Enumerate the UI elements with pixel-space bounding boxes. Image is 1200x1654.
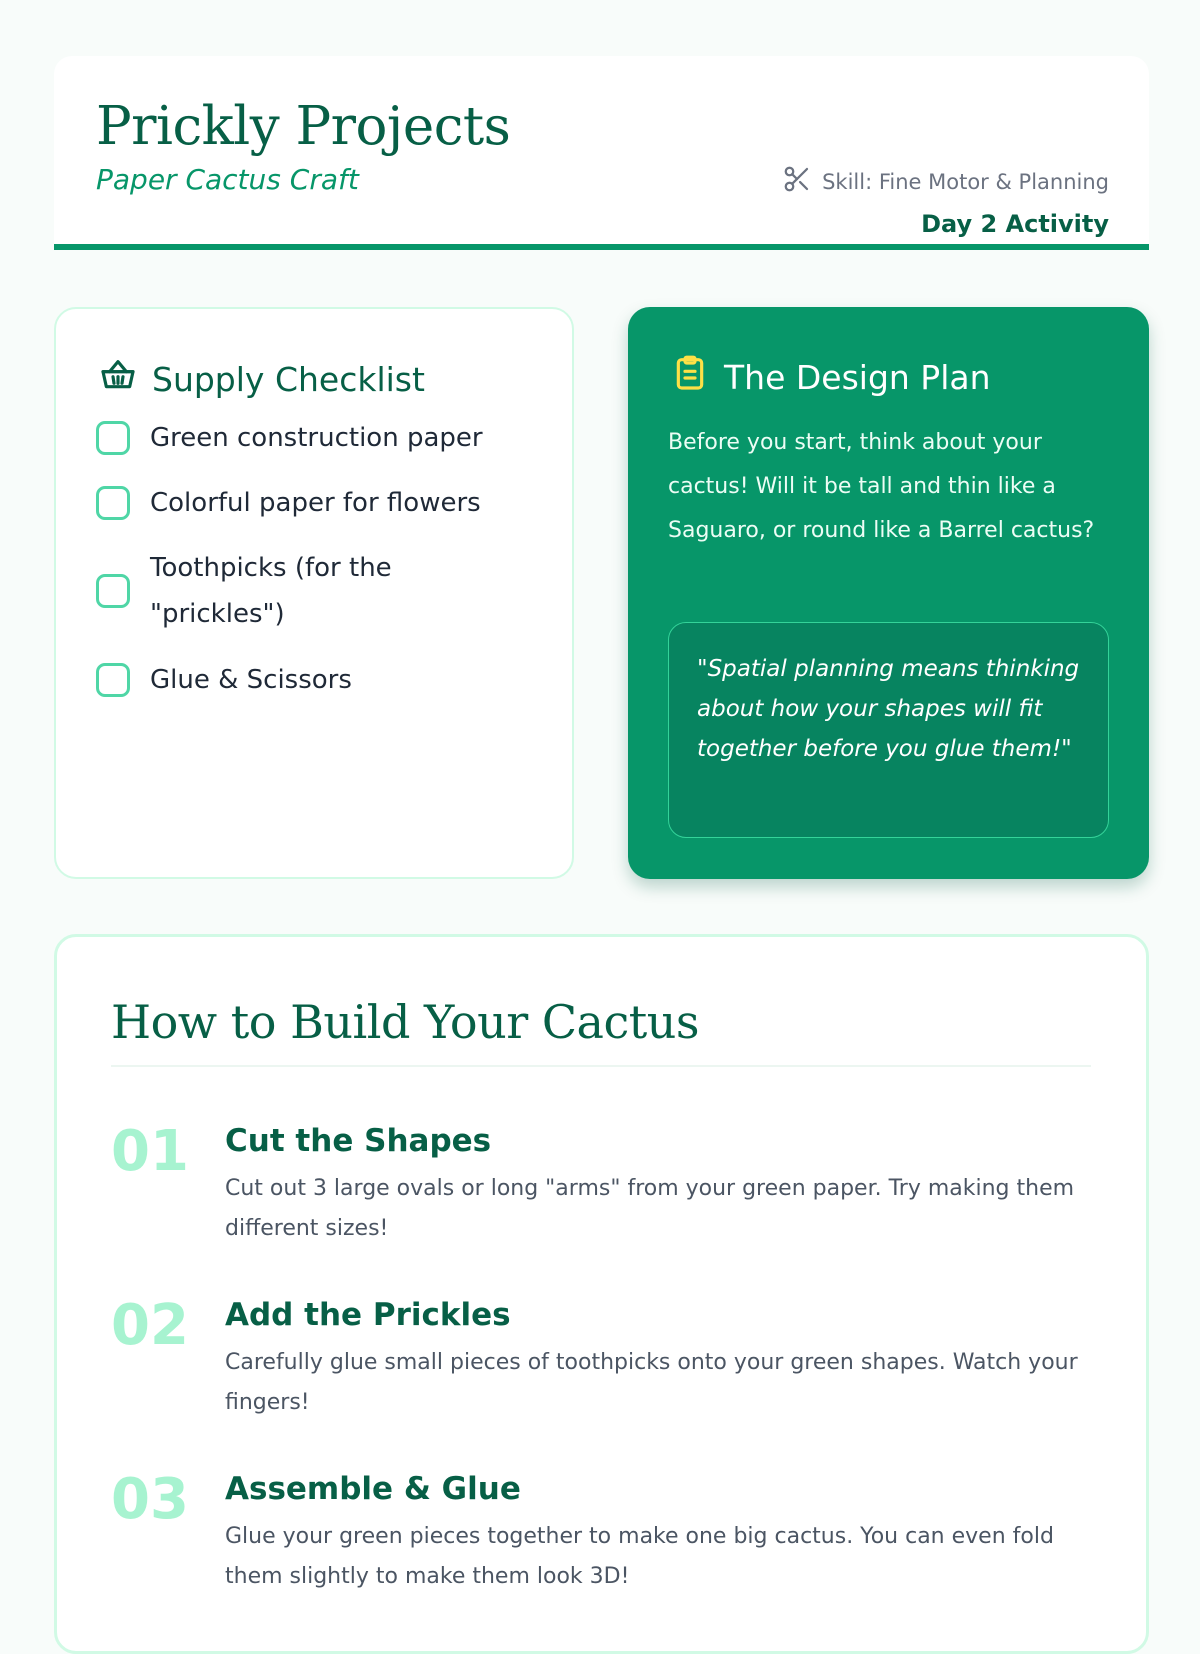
day-label: Day 2 Activity — [921, 210, 1109, 238]
checklist-item-label: Toothpicks (for the "prickles") — [150, 553, 392, 629]
quote-box — [668, 622, 1109, 838]
step-title: Add the Prickles — [225, 1297, 511, 1333]
step-item — [111, 1291, 1101, 1431]
step-title: Assemble & Glue — [225, 1471, 521, 1507]
clipboard-icon — [670, 353, 710, 401]
step-description: Glue your green pieces together to make one big cactus. You can even fold them slightly to make them look 3D! — [225, 1524, 1054, 1589]
step-title: Cut the Shapes — [225, 1123, 492, 1159]
page-header — [54, 56, 1149, 250]
quote-text: "Spatial planning means thinking about how your shapes will fit together before you glue them!" — [697, 656, 1080, 762]
checklist-item-label: Colorful paper for flowers — [150, 488, 481, 518]
step-number: 02 — [111, 1293, 189, 1358]
steps-heading: How to Build Your Cactus — [111, 995, 699, 1049]
checkbox[interactable] — [96, 421, 130, 455]
checklist-item[interactable] — [96, 480, 510, 526]
step-description: Carefully glue small pieces of toothpicks onto your green shapes. Watch your fingers! — [225, 1350, 1078, 1415]
design-plan-text: Before you start, think about your cactus! Will it be tall and thin like a Saguaro, or round like a Barrel cactus? — [668, 430, 1095, 543]
checkbox[interactable] — [96, 486, 130, 520]
step-item — [111, 1117, 1101, 1257]
skill-label — [782, 164, 1109, 199]
checkbox[interactable] — [96, 574, 130, 608]
design-plan-title — [670, 353, 991, 401]
build-steps-card — [54, 934, 1149, 1654]
design-plan-heading: The Design Plan — [724, 357, 991, 397]
page-subtitle: Paper Cactus Craft — [96, 163, 359, 196]
checklist-item-label: Glue & Scissors — [150, 665, 352, 695]
checklist-item-label: Green construction paper — [150, 423, 483, 453]
skill-text: Skill: Fine Motor & Planning — [822, 169, 1109, 194]
checklist-item[interactable] — [96, 415, 510, 461]
checkbox[interactable] — [96, 663, 130, 697]
step-number: 03 — [111, 1467, 189, 1532]
supply-checklist-title — [98, 355, 425, 403]
scissors-icon — [782, 164, 812, 199]
checklist-item[interactable] — [96, 545, 430, 637]
divider — [111, 1065, 1091, 1067]
page-title: Prickly Projects — [96, 96, 511, 157]
step-item — [111, 1465, 1101, 1605]
supply-checklist-heading: Supply Checklist — [152, 359, 425, 399]
step-number: 01 — [111, 1119, 189, 1184]
checklist-item[interactable] — [96, 657, 510, 703]
supply-checklist-card — [54, 307, 574, 879]
step-description: Cut out 3 large ovals or long "arms" from your green paper. Try making them different sizes! — [225, 1176, 1075, 1241]
design-plan-card — [628, 307, 1149, 879]
basket-icon — [98, 355, 138, 403]
